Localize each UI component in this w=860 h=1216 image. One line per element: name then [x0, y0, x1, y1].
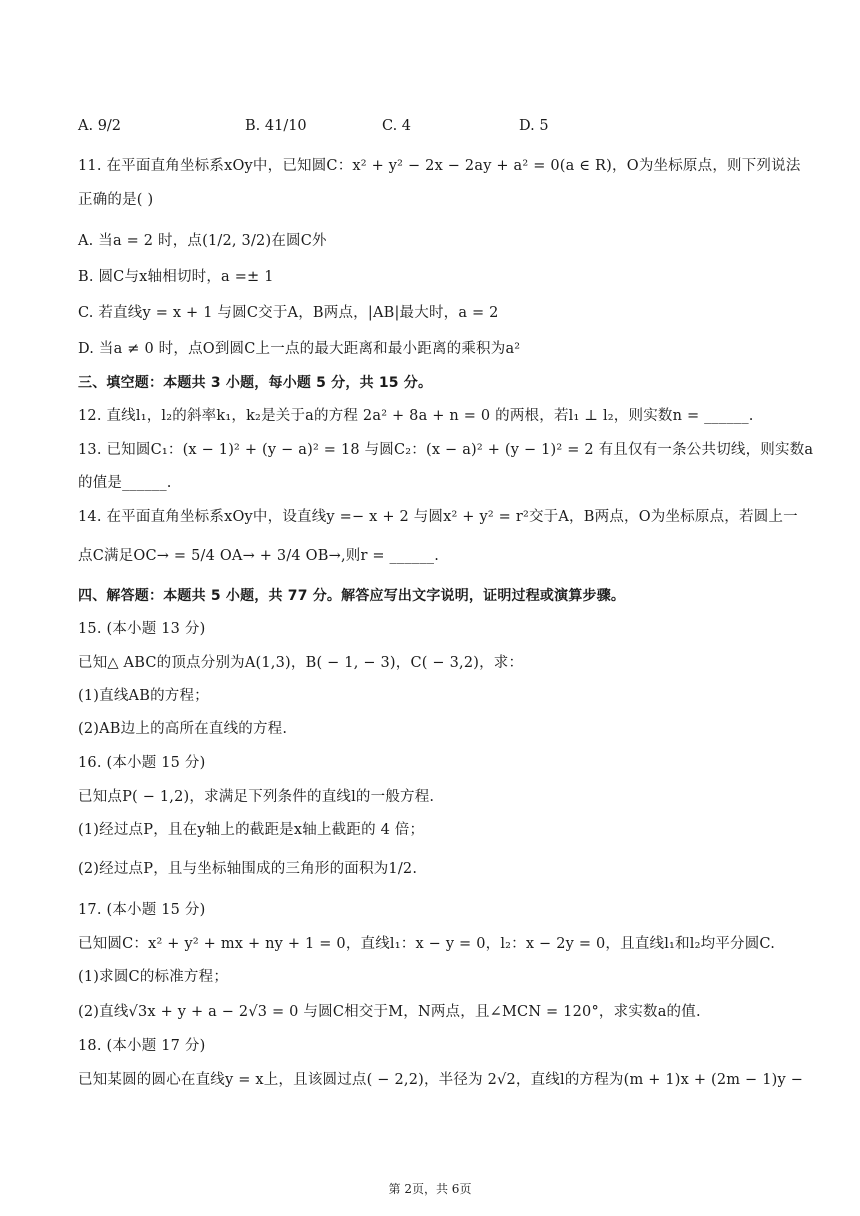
q18-heading: 18. (本小题 17 分) — [78, 1038, 206, 1054]
q13-line1: 13. 已知圆C₁：(x − 1)² + (y − a)² = 18 与圆C₂：(x − a)² + (y − 1)² = 2 有且仅有一条公共切线，则实数a — [78, 442, 814, 458]
section-solutions-heading: 四、解答题：本题共 5 小题，共 77 分。解答应写出文字说明，证明过程或演算步骤。 — [78, 588, 626, 604]
q10-option-d: D. 5 — [519, 118, 549, 134]
q11-option-c: C. 若直线y = x + 1 与圆C交于A，B两点，|AB|最大时，a = 2 — [78, 305, 499, 321]
q15-stem: 已知△ ABC的顶点分别为A(1,3)，B( − 1, − 3)，C( − 3,2)，求： — [78, 655, 524, 671]
q10-option-b: B. 41/10 — [245, 118, 307, 134]
q17-part2: (2)直线√3x + y + a − 2√3 = 0 与圆C相交于M，N两点，且∠MCN = 120°，求实数a的值. — [78, 1004, 701, 1020]
q11-stem-line2: 正确的是( ) — [78, 192, 154, 208]
q15-heading: 15. (本小题 13 分) — [78, 621, 206, 637]
q17-heading: 17. (本小题 15 分) — [78, 902, 206, 918]
q10-option-c: C. 4 — [382, 118, 412, 134]
q12-text: 12. 直线l₁，l₂的斜率k₁，k₂是关于a的方程 2a² + 8a + n = 0 的两根，若l₁ ⊥ l₂，则实数n = ______. — [78, 408, 754, 424]
q14-line1: 14. 在平面直角坐标系xOy中，设直线y =− x + 2 与圆x² + y² = r²交于A，B两点，O为坐标原点，若圆上一 — [78, 509, 798, 525]
q13-line2: 的值是______. — [78, 475, 172, 491]
q15-part2: (2)AB边上的高所在直线的方程. — [78, 721, 288, 737]
q10-option-a: A. 9/2 — [78, 118, 122, 134]
q16-part1: (1)经过点P，且在y轴上的截距是x轴上截距的 4 倍； — [78, 822, 425, 838]
q14-line2: 点C满足OC→ = 5/4 OA→ + 3/4 OB→,则r = ______. — [78, 548, 440, 564]
q16-stem: 已知点P( − 1,2)，求满足下列条件的直线l的一般方程. — [78, 789, 435, 805]
page-number-footer: 第 2页，共 6页 — [388, 1182, 472, 1196]
q11-option-d: D. 当a ≠ 0 时，点O到圆C上一点的最大距离和最小距离的乘积为a² — [78, 341, 521, 357]
q18-stem: 已知某圆的圆心在直线y = x上，且该圆过点( − 2,2)，半径为 2√2，直线l的方程为(m + 1)x + (2m − 1)y − — [78, 1072, 804, 1088]
q11-option-a: A. 当a = 2 时，点(1/2, 3/2)在圆C外 — [78, 233, 327, 249]
q16-heading: 16. (本小题 15 分) — [78, 755, 206, 771]
section-fill-in-heading: 三、填空题：本题共 3 小题，每小题 5 分，共 15 分。 — [78, 375, 433, 391]
q17-stem: 已知圆C：x² + y² + mx + ny + 1 = 0，直线l₁：x − y = 0，l₂：x − 2y = 0，且直线l₁和l₂均平分圆C. — [78, 936, 776, 952]
q16-part2: (2)经过点P，且与坐标轴围成的三角形的面积为1/2. — [78, 861, 418, 877]
q17-part1: (1)求圆C的标准方程； — [78, 969, 229, 985]
q11-stem-line1: 11. 在平面直角坐标系xOy中，已知圆C：x² + y² − 2x − 2ay + a² = 0(a ∈ R)，O为坐标原点，则下列说法 — [78, 158, 801, 174]
q15-part1: (1)直线AB的方程； — [78, 688, 209, 704]
q11-option-b: B. 圆C与x轴相切时，a =± 1 — [78, 269, 274, 285]
